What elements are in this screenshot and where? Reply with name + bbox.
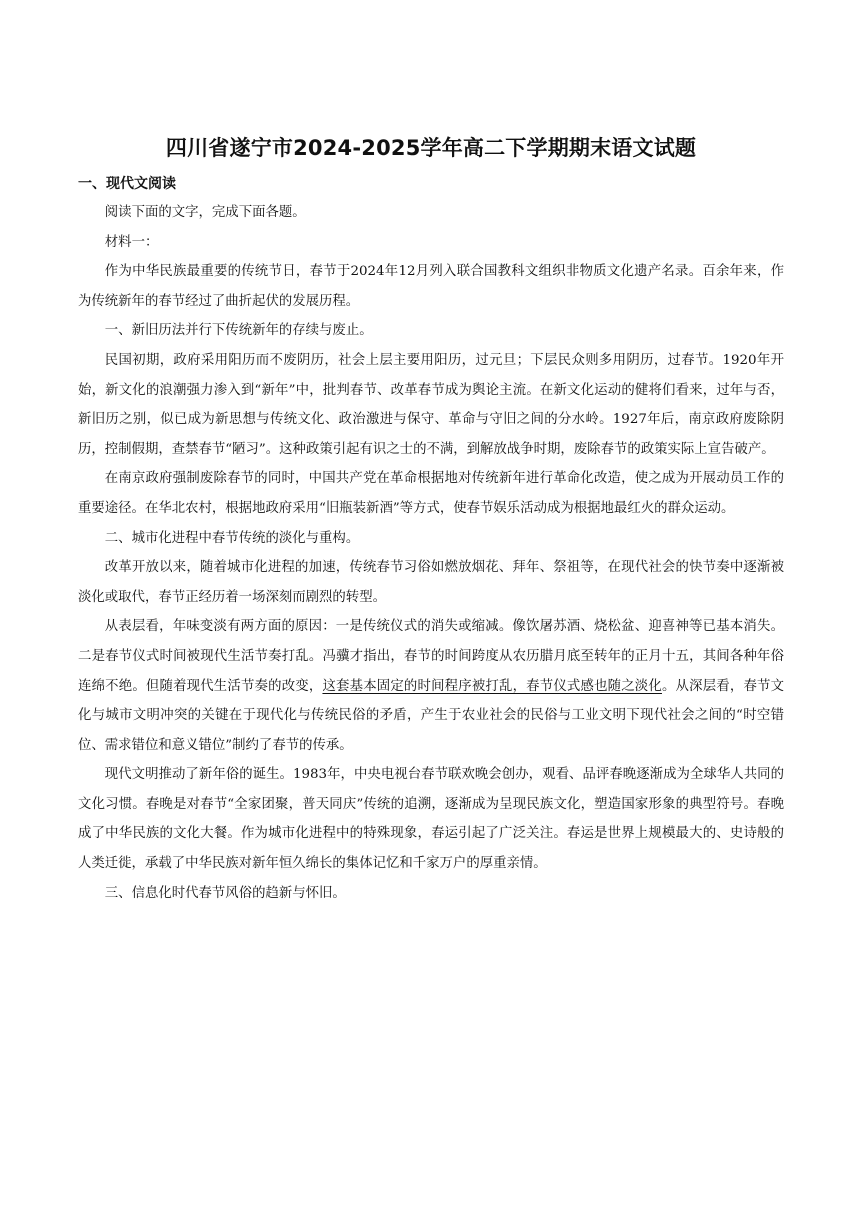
paragraph-6: 现代文明推动了新年俗的诞生。1983年，中央电视台春节联欢晚会创办，观看、品评春晚逐渐成为全球华人共同的文化习惯。春晚是对春节“全家团聚，普天同庆”传统的追溯，逐渐成为呈现民族文化，塑造国家形象的典型符号。春晚成了中华民族的文化大餐。作为城市化进程中的特殊现象，春运引起了广泛关注。春运是世界上规模最大的、史诗般的人类迁徙，承载了中华民族对新年恒久绵长的集体记忆和千家万户的厚重亲情。 <box>78 767 784 872</box>
section-heading: 一、现代文阅读 <box>78 176 176 192</box>
underlined-sentence: 这套基本固定的时间程序被打乱，春节仪式感也随之淡化 <box>322 678 662 694</box>
subheading-3: 三、信息化时代春节风俗的趋新与怀旧。 <box>104 885 346 901</box>
material-label: 材料一： <box>104 234 159 250</box>
document-page <box>78 128 784 908</box>
instruction-text: 阅读下面的文字，完成下面各题。 <box>104 205 306 220</box>
paragraph-5 <box>78 612 784 760</box>
paragraph-2: 民国初期，政府采用阳历而不废阴历，社会上层主要用阳历，过元旦；下层民众则多用阴历，过春节。1920年开始，新文化的浪潮强力渗入到“新年”中，批判春节、改革春节成为舆论主流。在新文化运动的健将们看来，过年与否，新旧历之别，似已成为新思想与传统文化、政治激进与保守、革命与守旧之间的分水岭。1927年后，南京政府废除阴历，控制假期，查禁春节“陋习”。这种政策引起有识之士的不满，到解放战争时期，废除春节的政策实际上宣告破产。 <box>78 352 784 457</box>
paragraph-5-part-b: 。从深层看，春节文化与城市文明冲突的关键在于现代化与传统民俗的矛盾，产生于农业社会的民俗与工业文明下现代社会之间的“时空错位、需求错位和意义错位”制约了春节的传承。 <box>78 678 785 753</box>
document-title: 四川省遂宁市2024-2025学年高二下学期期末语文试题 <box>165 136 697 160</box>
subheading-1: 一、新旧历法并行下传统新年的存续与废止。 <box>104 323 373 339</box>
paragraph-1: 作为中华民族最重要的传统节日，春节于2024年12月列入联合国教科文组织非物质文化遗产名录。百余年来，作为传统新年的春节经过了曲折起伏的发展历程。 <box>78 264 784 309</box>
paragraph-4: 改革开放以来，随着城市化进程的加速，传统春节习俗如燃放烟花、拜年、祭祖等，在现代社会的快节奏中逐渐被淡化或取代，春节正经历着一场深刻而剧烈的转型。 <box>78 560 784 605</box>
paragraph-5-part-a: 从表层看，年味变淡有两方面的原因：一是传统仪式的消失或缩减。像饮屠苏酒、烧松盆、迎喜神等已基本消失。二是春节仪式时间被现代生活节奏打乱。冯骥才指出，春节的时间跨度从农历腊月底至转年的正月十五，其间各种年俗连绵不绝。但随着现代生活节奏的改变， <box>78 619 784 694</box>
subheading-2: 二、城市化进程中春节传统的淡化与重构。 <box>104 530 360 546</box>
paragraph-3: 在南京政府强制废除春节的同时，中国共产党在革命根据地对传统新年进行革命化改造，使之成为开展动员工作的重要途径。在华北农村，根据地政府采用“旧瓶装新酒”等方式，使春节娱乐活动成为根据地最红火的群众运动。 <box>78 471 784 516</box>
